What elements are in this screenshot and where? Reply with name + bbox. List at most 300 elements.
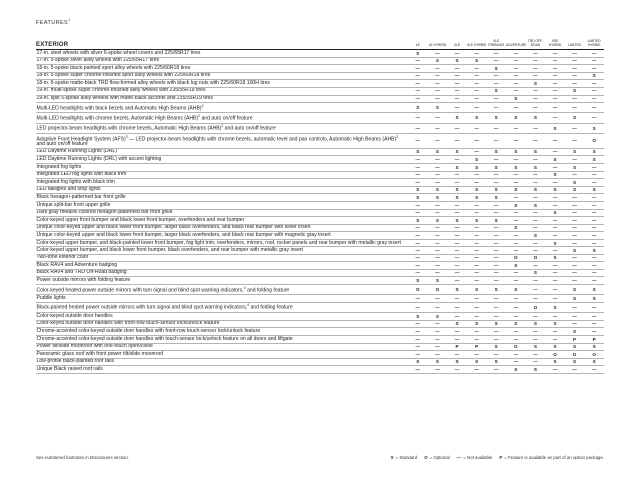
availability-mark: —	[467, 103, 487, 113]
table-row	[36, 224, 604, 232]
availability-mark: S	[428, 186, 448, 194]
feature-text: LED Daytime Running Lights (DRL)	[36, 148, 117, 155]
availability-mark: S	[408, 103, 428, 113]
availability-mark: —	[545, 113, 565, 123]
table-row	[36, 336, 604, 344]
table-row	[36, 72, 604, 80]
features-header	[36, 18, 71, 26]
legend-item	[457, 455, 493, 460]
availability-mark: —	[584, 164, 604, 172]
feature-text-continued: and folding feature	[249, 305, 293, 312]
availability-mark: —	[408, 336, 428, 344]
availability-mark: S	[545, 209, 565, 217]
availability-mark: —	[428, 80, 448, 88]
feature-text: Dark gray metallic-colored hexagon-patterned bar front grille	[36, 209, 173, 216]
availability-mark: S	[565, 343, 585, 351]
availability-mark: —	[506, 123, 526, 133]
feature-text: 17-in. 5-spoke silver alloy wheels with 225/65R17 tires	[36, 57, 160, 64]
availability-mark: —	[545, 295, 565, 303]
availability-mark: —	[408, 179, 428, 187]
availability-mark: —	[584, 262, 604, 270]
availability-mark: —	[408, 87, 428, 95]
table-row	[36, 209, 604, 217]
availability-mark: —	[565, 50, 585, 58]
availability-mark: —	[565, 171, 585, 179]
availability-mark: —	[447, 313, 467, 321]
availability-mark: —	[526, 328, 546, 336]
availability-mark: —	[428, 202, 448, 210]
availability-mark: —	[526, 351, 546, 359]
availability-mark: S	[408, 358, 428, 366]
availability-mark: S	[545, 171, 565, 179]
availability-mark: —	[408, 164, 428, 172]
availability-mark: —	[545, 217, 565, 225]
availability-mark: —	[486, 95, 506, 103]
feature-name	[36, 302, 408, 312]
availability-mark: S	[428, 103, 448, 113]
availability-mark: —	[467, 209, 487, 217]
feature-name	[36, 285, 408, 295]
availability-mark: —	[486, 313, 506, 321]
availability-mark: —	[545, 50, 565, 58]
availability-mark: —	[584, 202, 604, 210]
feature-text: Power tilt/slide moonroof with one-touch open/close	[36, 343, 153, 350]
availability-mark: —	[408, 72, 428, 80]
availability-mark: —	[526, 65, 546, 73]
availability-mark: —	[545, 95, 565, 103]
feature-text-continued: and auto on/off feature	[36, 141, 88, 148]
availability-mark: —	[486, 302, 506, 312]
availability-mark: S	[545, 123, 565, 133]
availability-mark: —	[486, 72, 506, 80]
availability-mark: —	[428, 113, 448, 123]
availability-mark: S	[447, 358, 467, 366]
availability-mark: S	[584, 358, 604, 366]
availability-mark: —	[447, 302, 467, 312]
feature-name	[36, 134, 408, 149]
availability-mark: —	[486, 351, 506, 359]
availability-mark: —	[467, 232, 487, 240]
availability-mark: —	[447, 277, 467, 285]
feature-text: Integrated LED fog lights with black trim	[36, 171, 127, 178]
availability-mark: S	[408, 186, 428, 194]
feature-text: Panoramic glass roof with front power tilt/slide moonroof	[36, 350, 164, 357]
availability-mark: —	[526, 87, 546, 95]
availability-mark: S	[584, 186, 604, 194]
feature-name	[36, 202, 408, 210]
column-header: TRD OFF-ROAD	[526, 36, 546, 50]
legend-item	[391, 455, 418, 460]
feature-text: 18-in. 6-spoke matte-black TRD flow-formed alloy wheels with black lug nuts with 225/60R18 100H tires	[36, 79, 270, 86]
availability-mark: —	[584, 313, 604, 321]
availability-mark: S	[486, 87, 506, 95]
availability-mark: —	[545, 269, 565, 277]
table-row	[36, 95, 604, 103]
legend-item	[424, 455, 450, 460]
availability-mark: —	[408, 80, 428, 88]
availability-mark: O	[584, 134, 604, 149]
availability-mark: —	[447, 123, 467, 133]
availability-mark: —	[447, 240, 467, 247]
availability-mark: O	[545, 351, 565, 359]
availability-mark: —	[486, 232, 506, 240]
availability-mark: —	[467, 87, 487, 95]
availability-mark: O	[408, 285, 428, 295]
column-header: XLE	[447, 36, 467, 50]
availability-mark: —	[467, 240, 487, 247]
availability-mark: —	[447, 50, 467, 58]
availability-mark: O	[526, 254, 546, 262]
availability-mark: —	[506, 72, 526, 80]
availability-mark: —	[486, 134, 506, 149]
availability-mark: —	[506, 232, 526, 240]
availability-mark: —	[428, 328, 448, 336]
availability-mark: —	[526, 134, 546, 149]
availability-mark: —	[486, 103, 506, 113]
availability-mark: —	[408, 254, 428, 262]
table-row	[36, 202, 604, 210]
feature-text: 18-in. 5-spoke super chrome-finished sport alloy wheels with 225/60R18 tires	[36, 72, 211, 79]
availability-mark: —	[526, 95, 546, 103]
availability-mark: —	[565, 103, 585, 113]
availability-mark: S	[486, 217, 506, 225]
availability-mark: S	[526, 148, 546, 156]
availability-mark: —	[506, 351, 526, 359]
availability-mark: —	[584, 87, 604, 95]
feature-name	[36, 328, 408, 336]
availability-mark: S	[584, 72, 604, 80]
feature-name	[36, 351, 408, 359]
availability-mark: —	[408, 262, 428, 270]
availability-mark: —	[428, 247, 448, 255]
availability-mark: S	[565, 186, 585, 194]
column-header: LIMITED	[565, 36, 585, 50]
availability-mark: —	[584, 366, 604, 374]
availability-mark: S	[506, 186, 526, 194]
feature-text: Black hexagon-patterned bar front grille	[36, 193, 126, 200]
feature-text: Power outside mirrors with folding feature	[36, 276, 131, 283]
feature-text: 19-in. multi-spoke super chrome-finished alloy wheels with 235/55R19 tires	[36, 87, 206, 94]
table-row	[36, 171, 604, 179]
availability-mark: S	[486, 65, 506, 73]
availability-mark: —	[486, 179, 506, 187]
availability-mark: S	[526, 113, 546, 123]
availability-mark: —	[486, 240, 506, 247]
availability-mark: —	[545, 72, 565, 80]
availability-mark: —	[428, 164, 448, 172]
availability-mark: S	[486, 194, 506, 202]
availability-mark: —	[467, 171, 487, 179]
availability-mark: —	[486, 277, 506, 285]
legend-symbol: S	[390, 455, 394, 460]
availability-mark: —	[467, 313, 487, 321]
availability-mark: —	[584, 103, 604, 113]
legend-item	[499, 455, 604, 460]
table-row	[36, 269, 604, 277]
availability-mark: —	[565, 254, 585, 262]
availability-mark: S	[545, 343, 565, 351]
column-header: XSE HYBRID	[545, 36, 565, 50]
availability-mark: S	[447, 194, 467, 202]
availability-mark: —	[506, 358, 526, 366]
availability-mark: —	[408, 351, 428, 359]
availability-mark: S	[584, 156, 604, 164]
availability-mark: —	[565, 202, 585, 210]
availability-mark: O	[506, 254, 526, 262]
availability-mark: S	[526, 366, 546, 374]
availability-mark: —	[545, 224, 565, 232]
availability-mark: —	[467, 123, 487, 133]
availability-mark: S	[506, 95, 526, 103]
availability-mark: S	[428, 148, 448, 156]
availability-mark: —	[545, 313, 565, 321]
availability-mark: S	[526, 269, 546, 277]
feature-text: Chrome-accented color-keyed outside door handles with front-row touch-sensor lock/unlock feature	[36, 327, 261, 334]
availability-mark: —	[467, 254, 487, 262]
availability-mark: S	[486, 113, 506, 123]
feature-text: Adaptive Front Headlight System (AFS)	[36, 136, 126, 143]
availability-mark: —	[408, 209, 428, 217]
availability-mark: S	[467, 194, 487, 202]
availability-mark: —	[526, 262, 546, 270]
availability-mark: —	[447, 366, 467, 374]
column-header: XLE PREMIUM	[486, 36, 506, 50]
availability-mark: —	[526, 224, 546, 232]
availability-mark: —	[545, 134, 565, 149]
availability-mark: —	[584, 328, 604, 336]
availability-mark: S	[408, 277, 428, 285]
availability-mark: —	[447, 134, 467, 149]
availability-mark: —	[467, 134, 487, 149]
availability-mark: —	[428, 134, 448, 149]
table-row	[36, 295, 604, 303]
availability-mark: S	[584, 123, 604, 133]
availability-mark: S	[486, 320, 506, 328]
availability-mark: —	[428, 295, 448, 303]
availability-mark: —	[506, 171, 526, 179]
availability-mark: S	[506, 113, 526, 123]
availability-mark: S	[447, 148, 467, 156]
feature-text: 17-in. steel wheels with silver 6-spoke wheel covers and 225/65R17 tires	[36, 49, 201, 56]
column-header: LIMITED HYBRID	[584, 36, 604, 50]
feature-name	[36, 57, 408, 65]
availability-mark: O	[428, 285, 448, 295]
availability-mark: —	[526, 72, 546, 80]
availability-mark: S	[565, 179, 585, 187]
table-row	[36, 87, 604, 95]
availability-mark: —	[565, 80, 585, 88]
availability-mark: S	[486, 343, 506, 351]
availability-mark: —	[565, 366, 585, 374]
availability-mark: —	[545, 80, 565, 88]
availability-mark: —	[428, 179, 448, 187]
feature-text: Multi-LED headlights with black bezels and Automatic High Beams (AHB)	[36, 105, 202, 112]
availability-mark: —	[584, 65, 604, 73]
availability-mark: S	[428, 217, 448, 225]
availability-mark: —	[506, 247, 526, 255]
availability-mark: —	[486, 269, 506, 277]
table-row	[36, 217, 604, 225]
footnote-marker: 2	[198, 113, 201, 118]
feature-name	[36, 148, 408, 156]
availability-mark: —	[506, 295, 526, 303]
availability-mark: —	[486, 254, 506, 262]
table-row	[36, 313, 604, 321]
availability-mark: —	[506, 217, 526, 225]
feature-text: Puddle lights	[36, 294, 66, 301]
availability-mark: —	[467, 302, 487, 312]
availability-mark: S	[428, 313, 448, 321]
feature-text: Multi-LED headlights with chrome bezels, Automatic High Beams (AHB)	[36, 115, 199, 122]
table-row	[36, 113, 604, 123]
availability-mark: —	[545, 103, 565, 113]
availability-mark: —	[506, 50, 526, 58]
availability-mark: —	[526, 217, 546, 225]
availability-mark: S	[565, 87, 585, 95]
availability-mark: —	[447, 328, 467, 336]
availability-mark: —	[447, 72, 467, 80]
column-header: LE HYBRID	[428, 36, 448, 50]
table-body	[36, 50, 604, 374]
legend-text: = Feature is available as part of an option package.	[504, 455, 604, 460]
availability-mark: —	[408, 302, 428, 312]
availability-mark: S	[408, 148, 428, 156]
availability-mark: —	[545, 277, 565, 285]
availability-mark: —	[545, 328, 565, 336]
table-row	[36, 123, 604, 133]
feature-name	[36, 277, 408, 285]
availability-mark: S	[506, 164, 526, 172]
table-row	[36, 247, 604, 255]
availability-mark: —	[408, 57, 428, 65]
availability-mark: —	[545, 202, 565, 210]
feature-text: 19-in. split 5-spoke alloy wheels with matte-black accents and 235/55R19 tires	[36, 95, 213, 102]
availability-mark: S	[506, 320, 526, 328]
availability-mark: —	[545, 148, 565, 156]
availability-mark: —	[408, 366, 428, 374]
availability-mark: S	[506, 224, 526, 232]
availability-mark: —	[506, 57, 526, 65]
availability-mark: —	[428, 254, 448, 262]
availability-mark: S	[545, 240, 565, 247]
availability-mark: S	[565, 285, 585, 295]
availability-mark: —	[565, 269, 585, 277]
availability-mark: —	[506, 240, 526, 247]
availability-mark: —	[447, 262, 467, 270]
availability-mark: —	[428, 156, 448, 164]
legend-symbol: P	[499, 455, 503, 460]
feature-name	[36, 156, 408, 164]
availability-mark: S	[584, 148, 604, 156]
availability-mark: —	[526, 57, 546, 65]
availability-mark: S	[565, 164, 585, 172]
availability-mark: —	[467, 328, 487, 336]
availability-mark: S	[486, 186, 506, 194]
availability-mark: —	[506, 156, 526, 164]
feature-name	[36, 343, 408, 351]
availability-mark: P	[447, 343, 467, 351]
availability-mark: —	[447, 269, 467, 277]
table-row	[36, 285, 604, 295]
availability-mark: —	[545, 164, 565, 172]
availability-mark: S	[467, 358, 487, 366]
availability-mark: —	[584, 217, 604, 225]
feature-name	[36, 366, 408, 374]
availability-mark: —	[486, 123, 506, 133]
availability-mark: —	[545, 247, 565, 255]
availability-mark: —	[545, 65, 565, 73]
feature-text: Unique split-bar front upper grille	[36, 201, 111, 208]
availability-mark: —	[447, 87, 467, 95]
availability-mark: —	[545, 194, 565, 202]
availability-mark: —	[506, 134, 526, 149]
availability-mark: —	[486, 156, 506, 164]
availability-mark: —	[526, 358, 546, 366]
feature-name	[36, 123, 408, 133]
availability-mark: —	[467, 65, 487, 73]
feature-name	[36, 224, 408, 232]
availability-mark: S	[408, 194, 428, 202]
availability-mark: S	[428, 57, 448, 65]
availability-mark: —	[486, 366, 506, 374]
feature-name	[36, 95, 408, 103]
availability-mark: —	[428, 366, 448, 374]
availability-mark: —	[506, 336, 526, 344]
availability-mark: —	[565, 232, 585, 240]
availability-mark: —	[467, 179, 487, 187]
availability-mark: —	[428, 232, 448, 240]
availability-mark: —	[428, 351, 448, 359]
availability-mark: —	[408, 232, 428, 240]
availability-mark: —	[486, 57, 506, 65]
availability-mark: —	[467, 351, 487, 359]
availability-mark: —	[565, 302, 585, 312]
availability-mark: S	[584, 285, 604, 295]
feature-name	[36, 103, 408, 113]
availability-mark: S	[467, 57, 487, 65]
availability-mark: S	[486, 148, 506, 156]
availability-mark: S	[447, 217, 467, 225]
availability-mark: S	[506, 148, 526, 156]
availability-mark: S	[526, 80, 546, 88]
availability-mark: —	[428, 320, 448, 328]
table-row	[36, 80, 604, 88]
availability-mark: —	[526, 295, 546, 303]
availability-mark: —	[408, 95, 428, 103]
table-row	[36, 103, 604, 113]
availability-mark: —	[447, 80, 467, 88]
availability-mark: —	[408, 240, 428, 247]
availability-mark: S	[447, 57, 467, 65]
footnote-marker: 2	[221, 124, 224, 129]
availability-mark: —	[584, 232, 604, 240]
availability-mark: O	[506, 343, 526, 351]
availability-mark: —	[467, 72, 487, 80]
availability-mark: S	[486, 358, 506, 366]
availability-mark: —	[428, 343, 448, 351]
feature-text: Integrated fog lights	[36, 163, 82, 170]
column-header: LE	[408, 36, 428, 50]
availability-mark: S	[506, 262, 526, 270]
table-row	[36, 50, 604, 58]
availability-mark: S	[447, 320, 467, 328]
availability-mark: —	[506, 277, 526, 285]
table-row	[36, 164, 604, 172]
availability-mark: —	[584, 224, 604, 232]
availability-mark: —	[428, 240, 448, 247]
feature-text-continued: — LED projector-beam headlights with chrome bezels, automatic level and pan controls, Automatic High Beams (AHB)	[127, 136, 397, 143]
feature-text: Black RAV4 and Adventure badging	[36, 261, 118, 268]
